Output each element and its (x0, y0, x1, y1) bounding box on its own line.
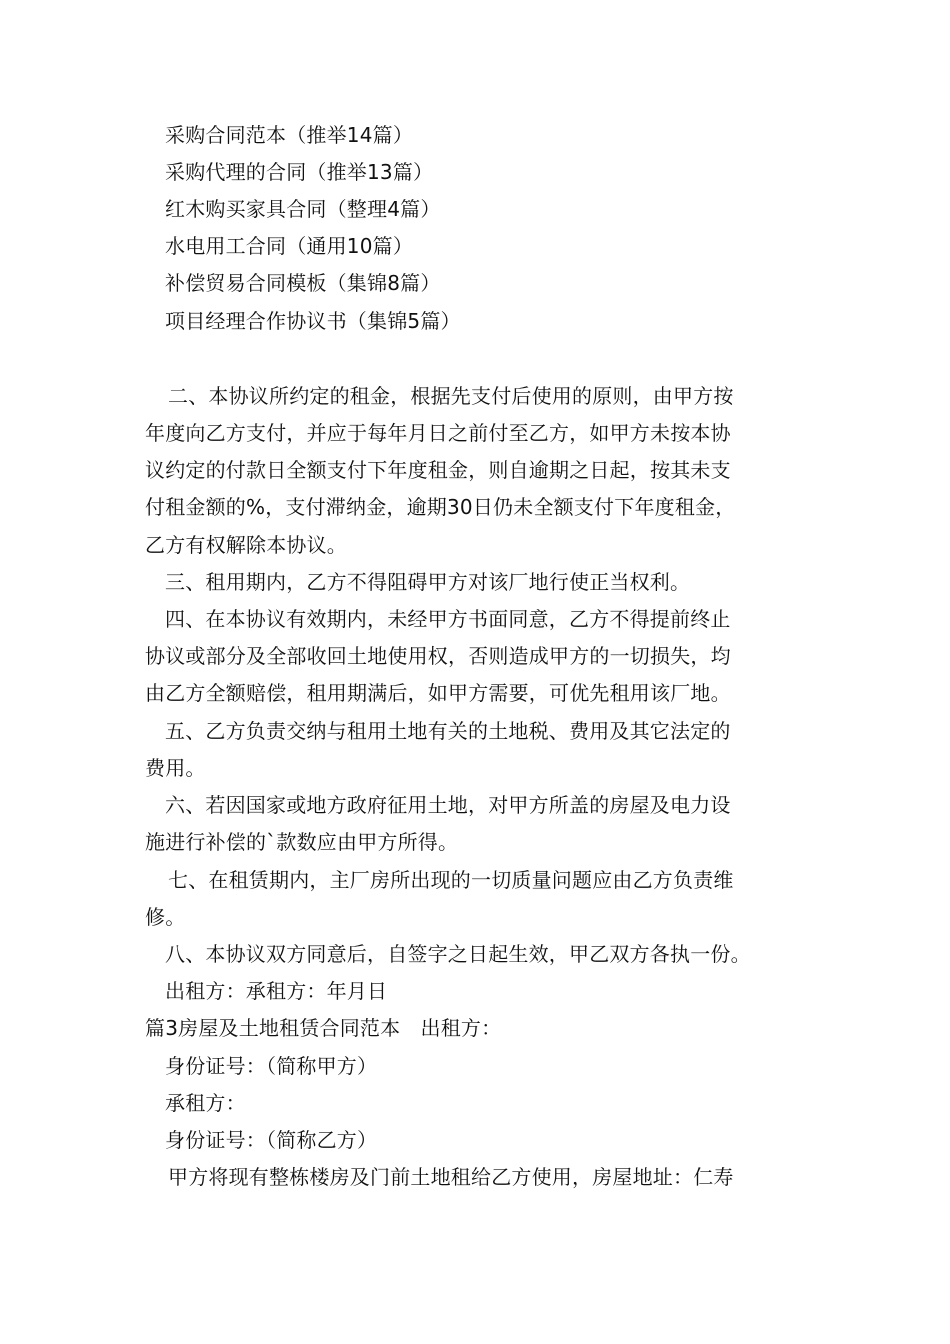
paragraph-line: 承租方： (165, 1091, 246, 1115)
paragraph-line: 四、在本协议有效期内，未经甲方书面同意，乙方不得提前终止 (165, 607, 731, 631)
related-link-3[interactable]: 红木购买家具合同（整理4篇） (165, 197, 441, 221)
paragraph-line: 协议或部分及全部收回土地使用权，否则造成甲方的一切损失，均 (145, 644, 731, 668)
paragraph-line: 年度向乙方支付，并应于每年月日之前付至乙方，如甲方未按本协 (145, 421, 731, 445)
related-link-5[interactable]: 补偿贸易合同模板（集锦8篇） (165, 271, 441, 295)
paragraph-line: 出租方：承租方：年月日 (165, 979, 388, 1003)
paragraph-line: 五、乙方负责交纳与租用土地有关的土地税、费用及其它法定的 (165, 719, 731, 743)
related-link-4[interactable]: 水电用工合同（通用10篇） (165, 234, 414, 258)
paragraph-line: 六、若因国家或地方政府征用土地，对甲方所盖的房屋及电力设 (165, 793, 731, 817)
paragraph-line: 费用。 (145, 756, 206, 780)
section-heading: 篇3房屋及土地租赁合同范本 出租方： (145, 1016, 502, 1040)
paragraph-line: 乙方有权解除本协议。 (145, 533, 347, 557)
related-link-6[interactable]: 项目经理合作协议书（集锦5篇） (165, 309, 461, 333)
paragraph-line: 三、租用期内，乙方不得阻碍甲方对该厂地行使正当权利。 (165, 570, 691, 594)
paragraph-line: 二、本协议所约定的租金，根据先支付后使用的原则，由甲方按 (168, 384, 734, 408)
paragraph-line: 身份证号：（简称甲方） (165, 1054, 378, 1078)
paragraph-line: 由乙方全额赔偿，租用期满后，如甲方需要，可优先租用该厂地。 (145, 681, 731, 705)
paragraph-line: 身份证号：（简称乙方） (165, 1128, 378, 1152)
paragraph-line: 甲方将现有整栋楼房及门前土地租给乙方使用，房屋地址：仁寿 (168, 1165, 734, 1189)
paragraph-line: 七、在租赁期内，主厂房所出现的一切质量问题应由乙方负责维 (168, 868, 734, 892)
related-link-2[interactable]: 采购代理的合同（推举13篇） (165, 160, 434, 184)
paragraph-line: 施进行补偿的`款数应由甲方所得。 (145, 830, 459, 854)
paragraph-line: 议约定的付款日全额支付下年度租金，则自逾期之日起，按其未支 (145, 458, 731, 482)
paragraph-line: 八、本协议双方同意后，自签字之日起生效，甲乙双方各执一份。 (165, 942, 751, 966)
related-link-1[interactable]: 采购合同范本（推举14篇） (165, 123, 414, 147)
paragraph-line: 付租金额的%，支付滞纳金，逾期30日仍未全额支付下年度租金， (145, 495, 736, 519)
paragraph-line: 修。 (145, 905, 186, 929)
